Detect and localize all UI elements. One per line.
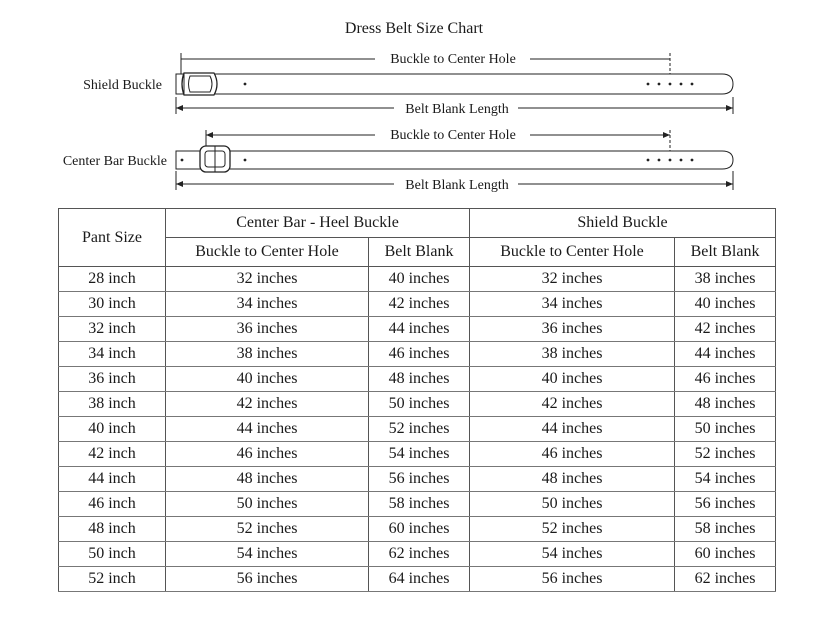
table-cell: 52 inches [675, 442, 776, 467]
table-cell: 36 inches [470, 317, 675, 342]
table-cell: 64 inches [369, 567, 470, 592]
table-cell: 58 inches [369, 492, 470, 517]
table-cell: 40 inches [675, 292, 776, 317]
belt-diagrams [0, 0, 828, 205]
table-cell: 44 inches [675, 342, 776, 367]
table-body [59, 267, 776, 592]
shield-belt-strap [176, 74, 733, 94]
shield-buckle-label: Shield Buckle [83, 78, 162, 93]
table-cell: 54 inches [470, 542, 675, 567]
table-cell: 32 inches [166, 267, 369, 292]
table-cell: 48 inch [59, 517, 166, 542]
table-cell: 58 inches [675, 517, 776, 542]
table-cell: 42 inch [59, 442, 166, 467]
table-cell: 50 inches [470, 492, 675, 517]
table-cell: 40 inches [369, 267, 470, 292]
center-bar-belt-strap [176, 151, 733, 169]
column-header: Belt Blank [369, 238, 470, 267]
table-row [59, 492, 776, 517]
table-cell: 52 inch [59, 567, 166, 592]
table-cell: 46 inches [166, 442, 369, 467]
shield-bottom-dimension-label: Belt Blank Length [405, 102, 509, 117]
table-cell: 56 inches [675, 492, 776, 517]
table-cell: 38 inches [470, 342, 675, 367]
table-cell: 48 inches [675, 392, 776, 417]
table-cell: 42 inches [369, 292, 470, 317]
table-cell: 44 inch [59, 467, 166, 492]
column-header: Buckle to Center Hole [470, 238, 675, 267]
table-cell: 38 inch [59, 392, 166, 417]
table-cell: 44 inches [369, 317, 470, 342]
table-cell: 56 inches [470, 567, 675, 592]
table-row [59, 442, 776, 467]
center-bar-group-header: Center Bar - Heel Buckle [166, 209, 470, 238]
shield-group-header: Shield Buckle [470, 209, 776, 238]
table-cell: 52 inches [369, 417, 470, 442]
column-header: Buckle to Center Hole [166, 238, 369, 267]
table-cell: 48 inches [470, 467, 675, 492]
table-cell: 42 inches [166, 392, 369, 417]
center-bar-top-dimension-label: Buckle to Center Hole [390, 128, 516, 143]
table-cell: 38 inches [166, 342, 369, 367]
table-cell: 40 inches [470, 367, 675, 392]
table-cell: 48 inches [369, 367, 470, 392]
table-cell: 44 inches [166, 417, 369, 442]
center-bar-belt-diagram [63, 128, 733, 193]
table-row [59, 542, 776, 567]
column-header: Belt Blank [675, 238, 776, 267]
table-cell: 46 inches [369, 342, 470, 367]
table-row [59, 567, 776, 592]
table-cell: 56 inches [166, 567, 369, 592]
table-cell: 34 inches [166, 292, 369, 317]
table-cell: 42 inches [675, 317, 776, 342]
table-row [59, 292, 776, 317]
table-cell: 48 inches [166, 467, 369, 492]
table-cell: 40 inch [59, 417, 166, 442]
table-cell: 50 inch [59, 542, 166, 567]
table-cell: 30 inch [59, 292, 166, 317]
table-cell: 54 inches [166, 542, 369, 567]
table-cell: 40 inches [166, 367, 369, 392]
table-row [59, 417, 776, 442]
table-cell: 54 inches [369, 442, 470, 467]
table-row [59, 317, 776, 342]
table-cell: 38 inches [675, 267, 776, 292]
table-cell: 46 inches [470, 442, 675, 467]
table-cell: 32 inches [470, 267, 675, 292]
table-cell: 56 inches [369, 467, 470, 492]
table-row [59, 267, 776, 292]
table-cell: 32 inch [59, 317, 166, 342]
table-row [59, 367, 776, 392]
pant-size-header: Pant Size [59, 209, 166, 267]
table-cell: 34 inch [59, 342, 166, 367]
shield-belt-diagram [83, 52, 733, 117]
table-cell: 46 inch [59, 492, 166, 517]
belt-size-table [58, 208, 776, 592]
table-cell: 52 inches [470, 517, 675, 542]
table-cell: 60 inches [369, 517, 470, 542]
table-cell: 60 inches [675, 542, 776, 567]
table-cell: 62 inches [675, 567, 776, 592]
table-row [59, 342, 776, 367]
table-cell: 52 inches [166, 517, 369, 542]
table-cell: 28 inch [59, 267, 166, 292]
table-cell: 44 inches [470, 417, 675, 442]
table-cell: 36 inch [59, 367, 166, 392]
table-cell: 34 inches [470, 292, 675, 317]
table-cell: 50 inches [369, 392, 470, 417]
table-cell: 42 inches [470, 392, 675, 417]
page-title: Dress Belt Size Chart [344, 20, 484, 37]
table-row [59, 517, 776, 542]
table-cell: 50 inches [166, 492, 369, 517]
table-cell: 36 inches [166, 317, 369, 342]
table-row [59, 467, 776, 492]
table-cell: 54 inches [675, 467, 776, 492]
center-bar-bottom-dimension-label: Belt Blank Length [405, 178, 509, 193]
table-cell: 46 inches [675, 367, 776, 392]
table-row [59, 392, 776, 417]
table-cell: 62 inches [369, 542, 470, 567]
shield-top-dimension-label: Buckle to Center Hole [390, 52, 516, 67]
center-bar-buckle-label: Center Bar Buckle [62, 154, 167, 169]
table-cell: 50 inches [675, 417, 776, 442]
